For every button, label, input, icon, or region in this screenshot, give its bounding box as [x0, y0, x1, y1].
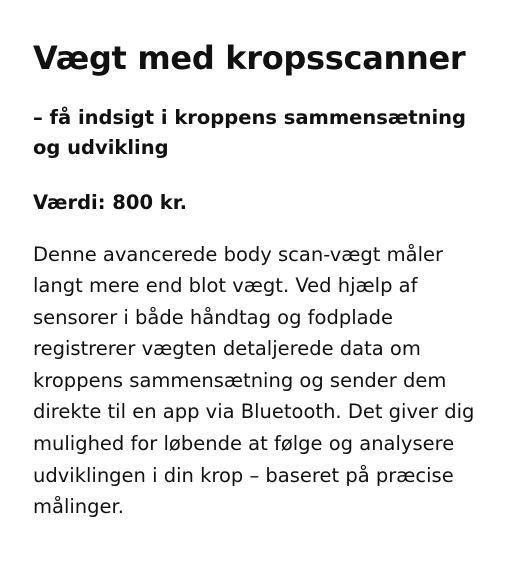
product-section	[33, 40, 493, 523]
page-title: Vægt med kropsscanner	[33, 39, 466, 77]
product-description: Denne avancerede body scan-vægt måler langt mere end blot vægt. Ved hjælp af sensorer i både håndtag og fodplade registrerer vægten detaljerede data om kroppens sammensætning og sender dem direkte til en app via Bluetooth. Det giver dig mulighed for løbende at følge og analysere udviklingen i din krop – baseret på præcise målinger.	[33, 242, 475, 519]
product-value: Værdi: 800 kr.	[33, 191, 188, 215]
product-subtitle: – få indsigt i kroppens sammensætning og udvikling	[33, 105, 467, 160]
